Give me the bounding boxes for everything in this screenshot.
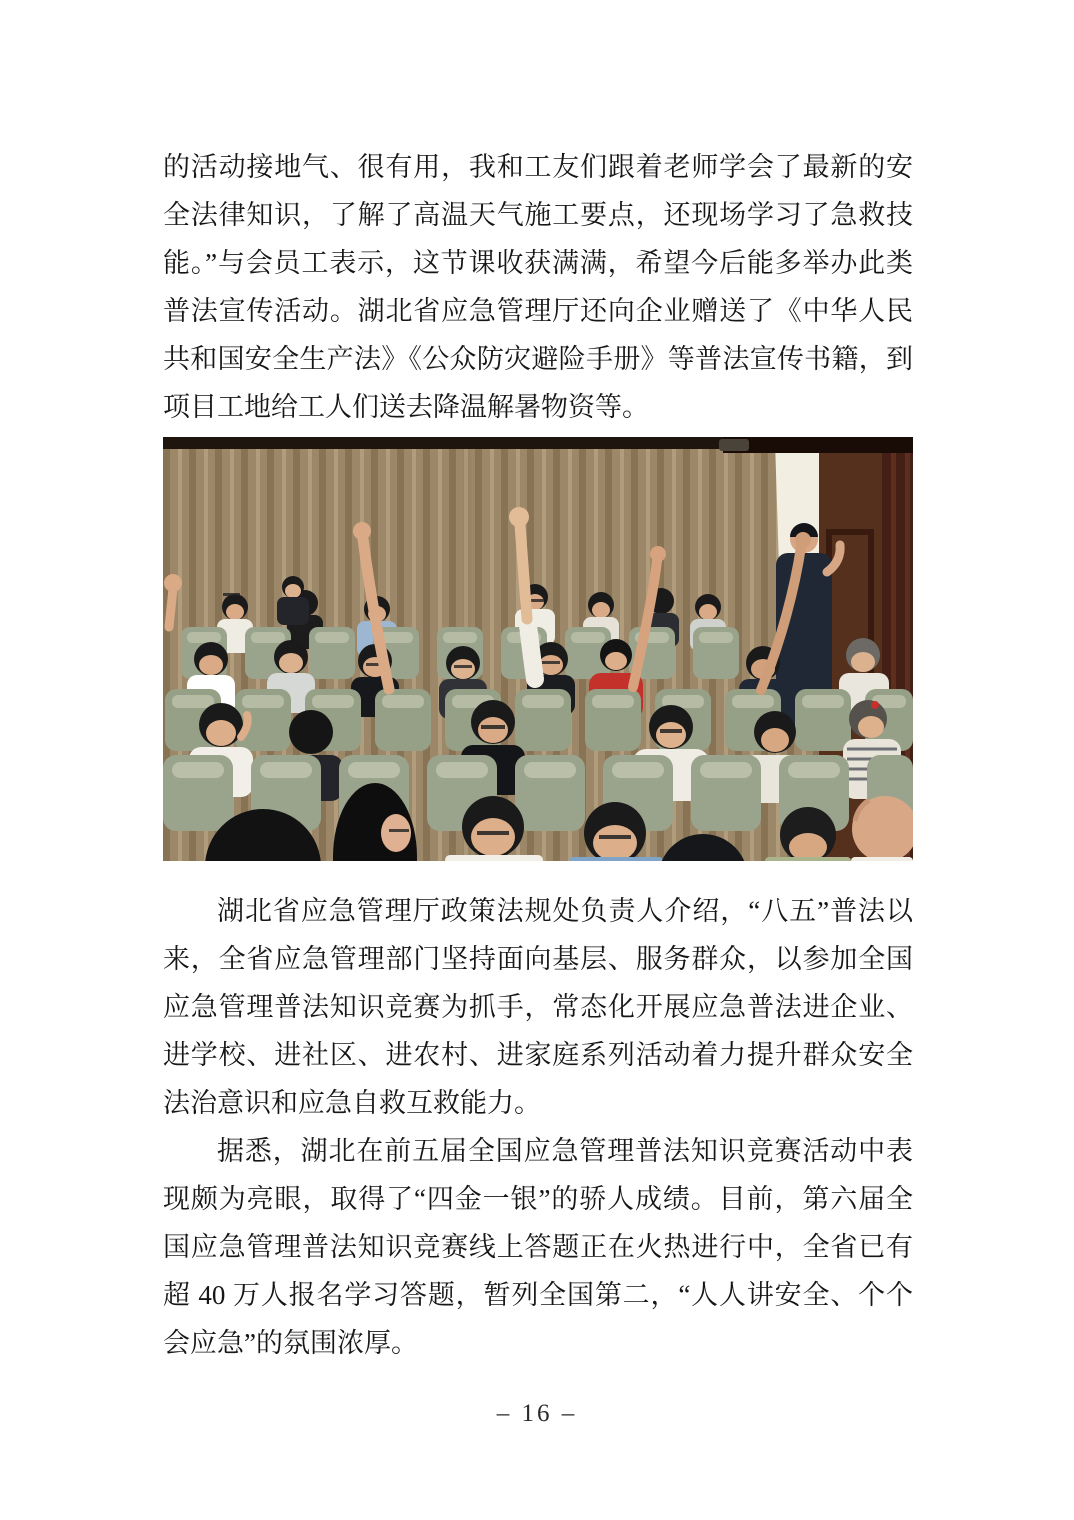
conference-photo [163, 437, 913, 861]
chair-row-mid [165, 689, 913, 751]
page-number: – 16 – [496, 1400, 578, 1427]
door-top-shadow [723, 437, 913, 453]
paragraph-1: 的活动接地气、很有用，我和工友们跟着老师学会了最新的安全法律知识，了解了高温天气施工要点，还现场学习了急救技能。”与会员工表示，这节课收获满满，希望今后能多举办此类普法宣传活动。湖北省应急管理厅还向企业赠送了《中华人民共和国安全生产法》《公众防灾避险手册》等普法宣传书籍，到项目工地给工人们送去降温解暑物资等。 [163, 152, 913, 422]
paragraph-2: 湖北省应急管理厅政策法规处负责人介绍，“八五”普法以来，全省应急管理部门坚持面向基层、服务群众，以参加全国应急管理普法知识竞赛为抓手，常态化开展应急普法进企业、进学校、进社区、进农村、进家庭系列活动着力提升群众安全法治意识和应急自救互救能力。 [163, 896, 913, 1118]
paragraph-3: 据悉，湖北在前五届全国应急管理普法知识竞赛活动中表现颇为亮眼，取得了“四金一银”的骄人成绩。目前，第六届全国应急管理普法知识竞赛线上答题正在火热进行中，全省已有超 40 万人报名学习答题，暂列全国第二，“人人讲安全、个个会应急”的氛围浓厚。 [163, 1136, 913, 1358]
document-body [163, 143, 913, 1367]
camera-icon [719, 439, 749, 451]
